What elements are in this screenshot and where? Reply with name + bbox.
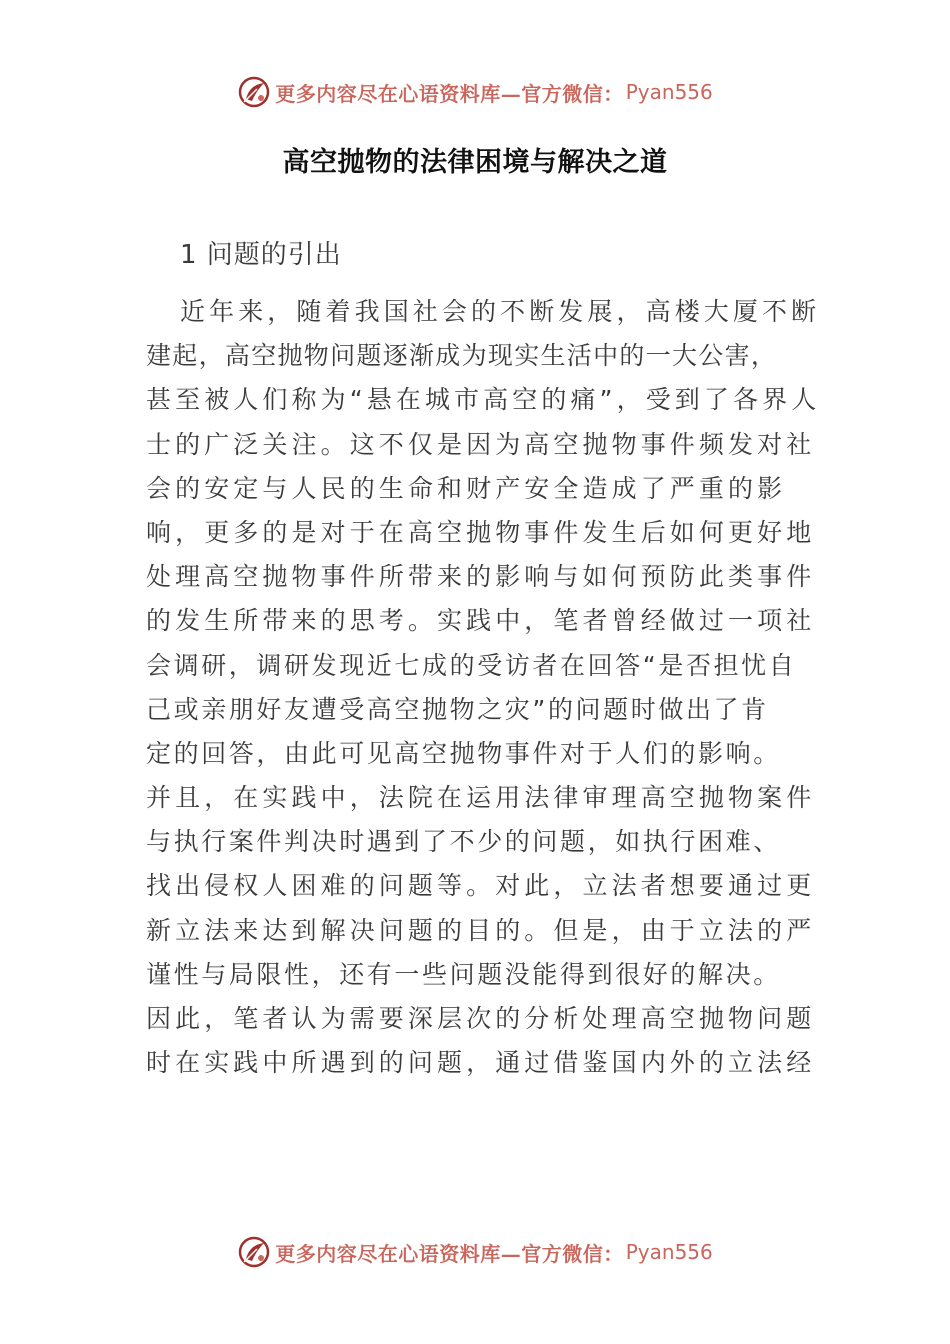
header-watermark-banner <box>0 72 950 112</box>
paragraph-line: 并且，在实践中，法院在运用法律审理高空抛物案件 <box>146 783 816 813</box>
footer-banner-text: 更多内容尽在心语资料库—官方微信： <box>275 1241 624 1266</box>
paragraph-line: 因此，笔者认为需要深层次的分析处理高空抛物问题 <box>146 1004 816 1033</box>
paragraph-line: 近年来，随着我国社会的不断发展，高楼大厦不断 <box>180 297 821 326</box>
brand-logo-icon <box>237 1235 271 1269</box>
paragraph-line: 己或亲朋好友遭受高空抛物之灾”的问题时做出了肯 <box>146 694 769 724</box>
document-title: 高空抛物的法律困境与解决之道 <box>282 147 668 178</box>
paragraph-line: 建起，高空抛物问题逐渐成为现实生活中的一大公害， <box>146 341 778 371</box>
paragraph-line: 时在实践中所遇到的问题，通过借鉴国内外的立法经 <box>146 1048 816 1078</box>
paragraph-line: 谨性与局限性，还有一些问题没能得到很好的解决。 <box>146 959 781 989</box>
paragraph-line: 甚至被人们称为“悬在城市高空的痛”，受到了各界人 <box>146 385 821 415</box>
brand-logo-icon <box>237 75 271 109</box>
paragraph-line: 会调研，调研发现近七成的受访者在回答“是否担忧自 <box>146 650 797 680</box>
section-heading: 1 问题的引出 <box>180 240 342 270</box>
header-banner-text: 更多内容尽在心语资料库—官方微信： <box>275 81 624 106</box>
paragraph-line: 响，更多的是对于在高空抛物事件发生后如何更好地 <box>146 517 816 547</box>
footer-banner-contact: Pyan556 <box>625 1240 713 1264</box>
paragraph-line: 的发生所带来的思考。实践中，笔者曾经做过一项社 <box>146 606 816 636</box>
paragraph-line: 新立法来达到解决问题的目的。但是，由于立法的严 <box>146 915 816 945</box>
paragraph-line: 找出侵权人困难的问题等。对此，立法者想要通过更 <box>146 871 816 901</box>
paragraph-line: 士的广泛关注。这不仅是因为高空抛物事件频发对社 <box>146 429 816 459</box>
paragraph-line: 会的安定与人民的生命和财产安全造成了严重的影 <box>146 473 787 503</box>
footer-watermark-banner <box>0 1232 950 1272</box>
paragraph-line: 处理高空抛物事件所带来的影响与如何预防此类事件 <box>146 562 816 592</box>
body-paragraph <box>146 290 821 1085</box>
paragraph-line: 与执行案件判决时遇到了不少的问题，如执行困难、 <box>146 827 781 857</box>
header-banner-contact: Pyan556 <box>625 80 713 104</box>
paragraph-line: 定的回答，由此可见高空抛物事件对于人们的影响。 <box>146 738 781 768</box>
